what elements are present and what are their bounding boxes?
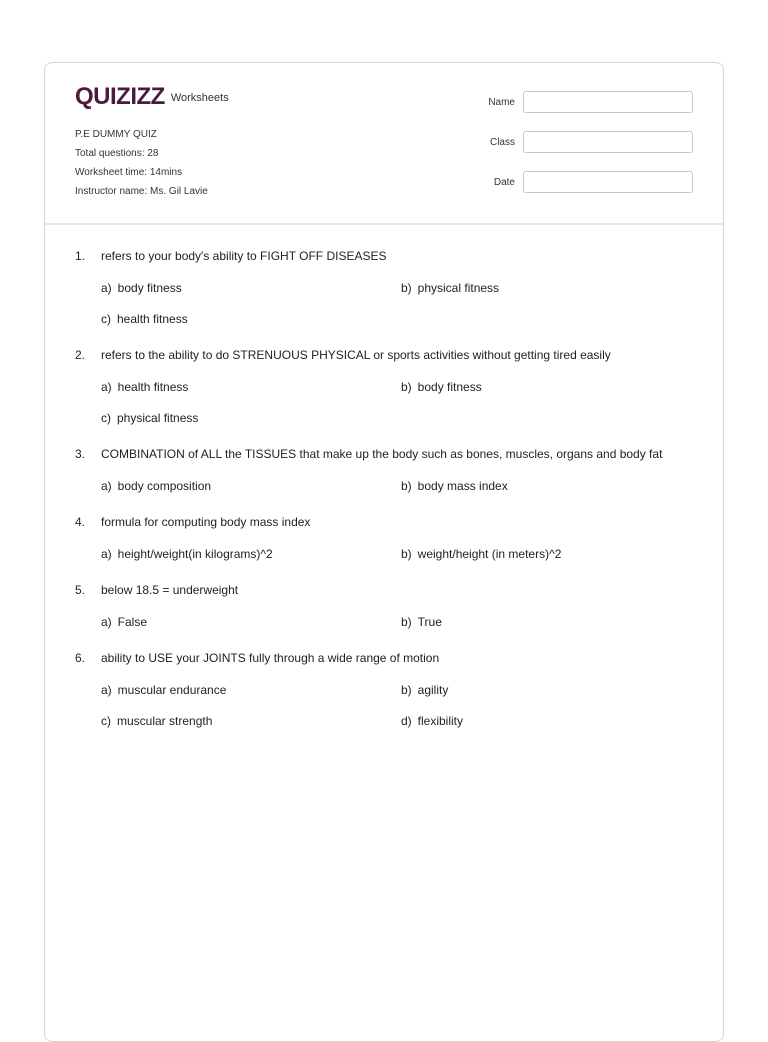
question-line <box>75 583 703 597</box>
option-text: body fitness <box>117 281 182 295</box>
question-item <box>75 348 703 425</box>
question-number: 1. <box>75 249 86 263</box>
answer-options <box>101 380 703 425</box>
class-input[interactable] <box>523 131 693 153</box>
quiz-title: P.E DUMMY QUIZ <box>75 129 157 140</box>
question-line <box>75 515 703 529</box>
option-letter: a) <box>101 547 112 561</box>
worksheet-header <box>45 63 723 225</box>
option-text: False <box>117 615 148 629</box>
option-text: agility <box>417 683 449 697</box>
brand <box>75 85 229 109</box>
worksheet-card <box>44 62 724 1042</box>
option-letter: a) <box>101 281 112 295</box>
option-text: health fitness <box>117 380 189 394</box>
question-item <box>75 651 703 728</box>
answer-option <box>401 281 701 295</box>
option-text: body fitness <box>417 380 482 394</box>
name-field-row <box>483 91 693 113</box>
option-letter: b) <box>401 683 412 697</box>
option-text: body mass index <box>417 479 508 493</box>
instructor-name: Instructor name: Ms. Gil Lavie <box>75 186 208 197</box>
option-letter: a) <box>101 479 112 493</box>
quizizz-logo: QUIZIZZ <box>75 83 165 110</box>
option-letter: b) <box>401 547 412 561</box>
question-item <box>75 515 703 561</box>
class-label: Class <box>489 136 515 148</box>
option-letter: c) <box>101 714 111 728</box>
question-line <box>75 348 703 362</box>
question-item <box>75 249 703 326</box>
answer-option <box>101 281 401 295</box>
option-letter: b) <box>401 479 412 493</box>
question-text: below 18.5 = underweight <box>101 583 239 597</box>
answer-options <box>101 281 703 326</box>
option-letter: a) <box>101 380 112 394</box>
question-text: refers to the ability to do STRENUOUS PHYSICAL or sports activities without getting tired easily <box>101 348 611 362</box>
answer-option <box>101 547 401 561</box>
answer-option <box>401 380 701 394</box>
question-text: COMBINATION of ALL the TISSUES that make up the body such as bones, muscles, organs and body fat <box>101 447 663 461</box>
question-number: 3. <box>75 447 86 461</box>
answer-option <box>401 615 701 629</box>
question-text: refers to your body's ability to FIGHT OFF DISEASES <box>101 249 387 263</box>
question-line <box>75 249 703 263</box>
answer-options <box>101 547 703 561</box>
answer-options <box>101 479 703 493</box>
option-letter: b) <box>401 615 412 629</box>
answer-option <box>101 479 401 493</box>
option-text: physical fitness <box>417 281 500 295</box>
question-line <box>75 651 703 665</box>
option-text: muscular strength <box>117 714 213 728</box>
question-text: ability to USE your JOINTS fully through a wide range of motion <box>101 651 440 665</box>
total-questions: Total questions: 28 <box>75 148 159 159</box>
answer-option <box>101 312 401 326</box>
answer-option <box>101 683 401 697</box>
date-input[interactable] <box>523 171 693 193</box>
option-letter: d) <box>401 714 412 728</box>
quiz-meta <box>75 125 208 201</box>
question-list <box>75 249 703 750</box>
option-letter: c) <box>101 312 111 326</box>
question-number: 5. <box>75 583 86 597</box>
date-field-row <box>483 171 693 193</box>
question-line <box>75 447 703 461</box>
option-text: flexibility <box>417 714 464 728</box>
option-text: weight/height (in meters)^2 <box>417 547 562 561</box>
question-number: 6. <box>75 651 86 665</box>
answer-option <box>101 380 401 394</box>
option-letter: c) <box>101 411 111 425</box>
name-input[interactable] <box>523 91 693 113</box>
date-label: Date <box>493 176 515 188</box>
worksheet-time: Worksheet time: 14mins <box>75 167 183 178</box>
brand-subtitle: Worksheets <box>170 92 229 104</box>
answer-option <box>401 479 701 493</box>
answer-option <box>401 547 701 561</box>
question-text: formula for computing body mass index <box>101 515 311 529</box>
question-number: 2. <box>75 348 86 362</box>
answer-options <box>101 615 703 629</box>
question-item <box>75 447 703 493</box>
option-letter: a) <box>101 615 112 629</box>
question-item <box>75 583 703 629</box>
answer-option <box>101 411 401 425</box>
option-text: True <box>417 615 442 629</box>
answer-options <box>101 683 703 728</box>
option-text: height/weight(in kilograms)^2 <box>117 547 273 561</box>
option-text: health fitness <box>117 312 188 326</box>
question-number: 4. <box>75 515 86 529</box>
option-text: body composition <box>117 479 212 493</box>
answer-option <box>101 714 401 728</box>
answer-option <box>101 615 401 629</box>
option-letter: b) <box>401 380 412 394</box>
class-field-row <box>483 131 693 153</box>
option-text: physical fitness <box>117 411 199 425</box>
answer-option <box>401 683 701 697</box>
answer-option <box>401 714 701 728</box>
option-text: muscular endurance <box>117 683 227 697</box>
option-letter: b) <box>401 281 412 295</box>
option-letter: a) <box>101 683 112 697</box>
name-label: Name <box>488 96 515 108</box>
